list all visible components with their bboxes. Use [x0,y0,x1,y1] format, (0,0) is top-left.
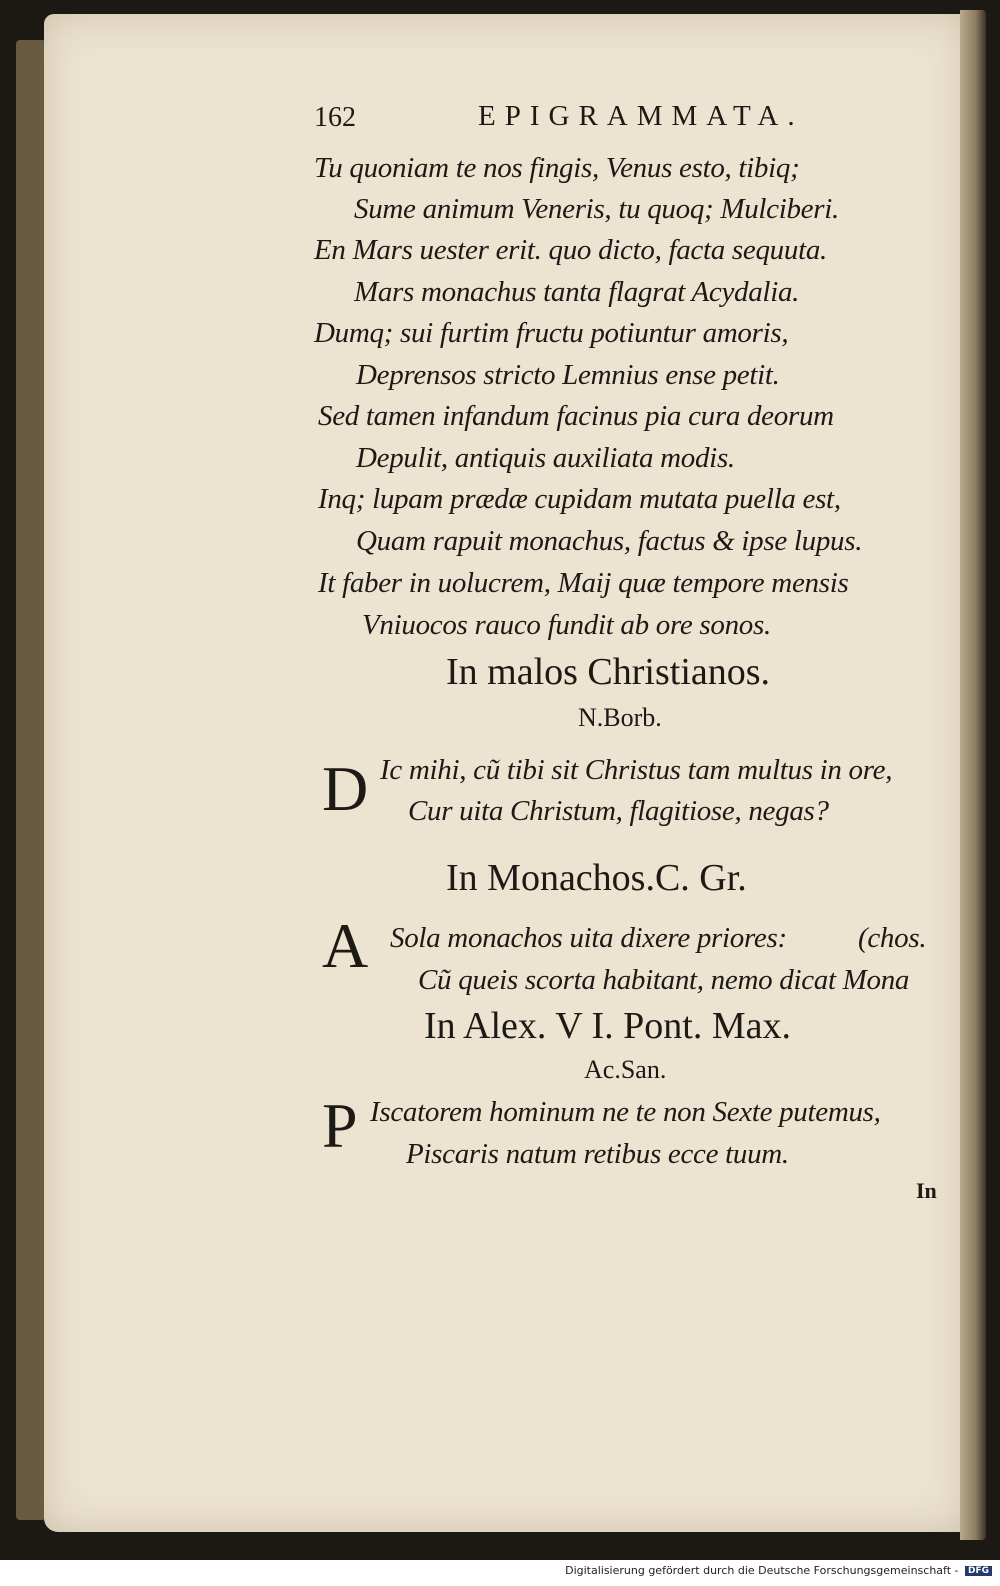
verse-line: Piscaris natum retibus ecce tuum. [406,1138,789,1170]
verse-line: En Mars uester erit. quo dicto, facta sequuta. [314,234,827,266]
verse-line: Mars monachus tanta flagrat Acydalia. [354,276,800,308]
verse-line: Deprensos stricto Lemnius ense petit. [356,359,780,391]
verse-line: Dumq; sui furtim fructu potiuntur amoris, [314,317,789,349]
verse-line: It faber in uolucrem, Maij quæ tempore mensis [318,567,849,599]
drop-initial: P [322,1090,358,1161]
drop-initial: D [322,753,369,824]
verse-line: Sume animum Veneris, tu quoq; Mulciberi. [354,193,839,225]
running-title: EPIGRAMMATA. [478,100,804,132]
epigram-title: In Alex. V I. Pont. Max. [424,1005,791,1047]
verse-line: Vniuocos rauco fundit ab ore sonos. [362,609,771,641]
verse-line: Tu quoniam te nos fingis, Venus esto, tibiq; [314,152,800,184]
verse-line: Cur uita Christum, flagitiose, negas? [408,795,829,827]
catchword: In [916,1178,937,1203]
verse-line: Sed tamen infandum facinus pia cura deorum [318,400,834,432]
verse-line: Iscatorem hominum ne te non Sexte putemus, [370,1096,881,1128]
verse-line: Quam rapuit monachus, factus & ipse lupus. [356,525,863,557]
drop-initial: A [322,910,369,981]
verse-line: Depulit, antiquis auxiliata modis. [356,442,735,474]
verse-line-turnover: (chos. [858,922,927,954]
page-fore-edge [960,10,986,1540]
dfg-logo: DFG [965,1566,992,1576]
book-spine-edge [16,40,46,1520]
epigram-title: In malos Christianos. [446,651,771,693]
funding-footer [565,1564,992,1577]
verse-line: Inq; lupam prædæ cupidam mutata puella est, [318,483,841,515]
verse-line: Cũ queis scorta habitant, nemo dicat Mona [418,964,910,996]
epigram-author: Ac.San. [584,1055,667,1084]
verse-line: Sola monachos uita dixere priores: [390,922,787,954]
verse-line: Ic mihi, cũ tibi sit Christus tam multus in ore, [380,754,893,786]
funding-text: Digitalisierung gefördert durch die Deutsche Forschungsgemeinschaft - [565,1564,959,1577]
epigram-title: In Monachos.C. Gr. [446,857,747,899]
page-number: 162 [314,102,356,133]
epigram-author: N.Borb. [578,703,662,732]
